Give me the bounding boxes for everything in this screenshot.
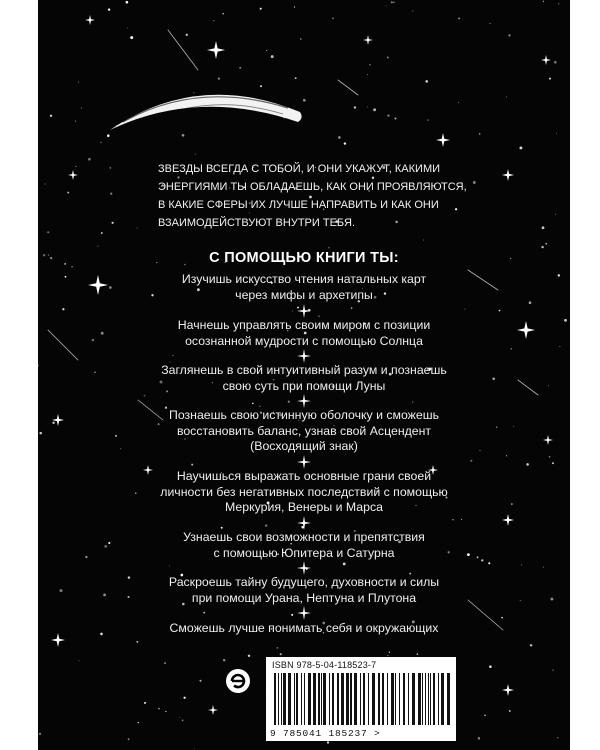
sparkle-star-icon: [208, 705, 218, 715]
star-dot: [260, 8, 262, 10]
star-dot: [351, 307, 352, 308]
item-line: личности без негативных последствий с помощью: [160, 484, 448, 499]
star-dot: [473, 181, 476, 184]
star-dot: [110, 193, 112, 195]
star-dot: [136, 641, 138, 643]
star-dot: [221, 527, 223, 529]
star-dot: [499, 310, 501, 312]
barcode-bar: [372, 673, 375, 725]
intro-line: ВЗАИМОДЕЙСТВУЮТ ВНУТРИ ТЕБЯ.: [158, 217, 355, 229]
sparkle-star-icon: [502, 514, 514, 526]
item-line: Сможешь лучше понимать себя и окружающих: [169, 621, 439, 635]
sparkle-star-icon: [436, 133, 450, 147]
star-dot: [490, 23, 491, 24]
star-dot: [213, 20, 214, 21]
star-dot: [223, 13, 224, 14]
barcode-bar: [341, 673, 344, 725]
star-dot: [549, 78, 551, 80]
star-dot: [455, 208, 457, 210]
star-dot: [194, 748, 195, 749]
star-dot: [158, 708, 160, 710]
star-dot: [75, 166, 76, 167]
item-line: Раскроешь тайну будущего, духовности и силы: [168, 575, 440, 589]
star-dot: [252, 403, 254, 405]
star-dot: [303, 99, 306, 102]
star-dot: [128, 738, 130, 740]
star-dot: [427, 120, 428, 121]
star-dot: [552, 462, 554, 464]
barcode-bar: [408, 673, 409, 725]
star-dot: [218, 77, 220, 79]
star-dot: [423, 240, 424, 241]
star-dot: [394, 117, 396, 119]
barcode-bar: [308, 673, 311, 725]
star-dot: [509, 710, 511, 712]
barcode-bar: [425, 673, 426, 725]
item-line: через мифы и архетипы: [235, 287, 373, 302]
list-item: [38, 469, 570, 516]
star-divider-icon: [297, 394, 311, 408]
star-dot: [549, 456, 551, 458]
star-dot: [179, 717, 180, 718]
star-dot: [223, 659, 225, 661]
list-item: [38, 363, 570, 394]
barcode-bar: [387, 673, 388, 725]
star-dot: [425, 80, 428, 83]
star-dot: [295, 77, 297, 79]
star-dot: [543, 1, 545, 3]
star-dot: [489, 665, 492, 668]
star-dot: [327, 741, 329, 743]
star-dot: [195, 154, 196, 155]
sparkle-star-icon: [68, 170, 78, 180]
sparkle-star-icon: [363, 35, 373, 45]
barcode: [266, 657, 456, 741]
sparkle-star-icon: [502, 684, 514, 696]
star-dot: [47, 231, 49, 233]
barcode-bar: [438, 673, 439, 725]
barcode-bar: [422, 673, 423, 725]
star-dot: [138, 722, 139, 723]
star-dot: [182, 134, 185, 137]
comet: [110, 95, 302, 130]
barcode-bar: [278, 673, 279, 725]
star-dot: [78, 82, 79, 83]
star-dot: [144, 702, 146, 704]
barcode-bar: [323, 673, 326, 725]
barcode-bar: [354, 673, 357, 725]
barcode-bar: [283, 673, 286, 725]
star-dot: [294, 6, 295, 7]
star-dot: [465, 309, 466, 310]
list-item: [38, 408, 570, 455]
star-dot: [126, 1, 129, 4]
item-line: свою суть при помощи Луны: [222, 378, 386, 393]
sparkle-star-icon: [85, 15, 95, 25]
star-dot: [555, 214, 556, 215]
star-dot: [169, 565, 170, 566]
star-dot: [260, 85, 262, 87]
star-dot: [556, 133, 557, 134]
star-dot: [165, 711, 166, 712]
star-dot: [521, 564, 522, 565]
star-dot: [191, 464, 193, 466]
star-dot: [164, 662, 166, 664]
star-dot: [506, 455, 507, 456]
barcode-bar: [395, 673, 396, 725]
star-dot: [519, 146, 522, 149]
star-dot: [328, 247, 329, 248]
item-line: Изучишь искусство чтения натальных карт: [181, 272, 427, 286]
barcode-bar: [382, 673, 384, 725]
sparkle-star-icon: [207, 41, 225, 59]
star-dot: [373, 108, 376, 111]
barcode-bar: [318, 673, 320, 725]
intro-text: [158, 160, 467, 232]
star-dot: [277, 647, 279, 649]
list-item: [38, 621, 570, 637]
star-dot: [71, 266, 72, 267]
star-dot: [344, 142, 346, 144]
publisher-logo-icon: [225, 668, 251, 694]
list-item: [38, 575, 570, 606]
star-dot: [541, 246, 543, 248]
star-dot: [386, 5, 387, 6]
item-line: восстановить баланс, узнав свой Асцендент: [176, 423, 432, 438]
star-dot: [144, 395, 146, 397]
star-dot: [67, 192, 69, 194]
star-dot: [39, 733, 41, 735]
intro-line: ЗВЕЗДЫ ВСЕГДА С ТОБОЙ, И ОНИ УКАЖУТ, КАКИМИ: [158, 163, 441, 175]
star-dot: [203, 612, 205, 614]
barcode-bar: [360, 673, 361, 725]
barcode-bar: [428, 673, 429, 725]
list-item: [38, 272, 570, 303]
item-line: Узнаешь свои возможности и препятствия: [183, 530, 425, 544]
star-dot: [558, 3, 559, 4]
star-dot: [338, 136, 341, 139]
item-line: осознанной мудрости с помощью Солнца: [185, 333, 423, 348]
star-dot: [387, 655, 388, 656]
star-dot: [100, 142, 101, 143]
barcode-bar: [329, 673, 330, 725]
barcode-bar: [447, 673, 450, 725]
barcode-bar: [403, 673, 405, 725]
barcode-bar: [346, 673, 349, 725]
star-dot: [292, 311, 293, 312]
star-dot: [506, 96, 507, 97]
barcode-bar: [274, 673, 276, 725]
star-dot: [461, 519, 462, 520]
star-dot: [542, 226, 545, 229]
star-dot: [259, 406, 260, 407]
star-dot: [557, 737, 558, 738]
star-dot: [107, 134, 110, 137]
star-dot: [239, 67, 241, 69]
sparkle-star-icon: [502, 169, 514, 181]
star-dot: [470, 460, 472, 462]
star-dot: [248, 655, 250, 657]
barcode-bar: [350, 673, 352, 725]
star-dot: [318, 316, 319, 317]
star-dot: [391, 1, 393, 3]
sparkle-star-icon: [541, 55, 551, 65]
star-dot: [110, 167, 112, 169]
star-dot: [367, 106, 368, 107]
barcode-bar: [363, 673, 365, 725]
barcode-bar: [288, 673, 291, 725]
star-dot: [172, 355, 173, 356]
barcode-bar: [391, 673, 394, 725]
star-divider-icon: [297, 561, 311, 575]
barcode-bar: [337, 673, 339, 725]
star-dot: [343, 563, 346, 566]
barcode-bar: [368, 673, 369, 725]
item-line: Меркурия, Венеры и Марса: [225, 500, 383, 514]
barcode-bar: [412, 673, 415, 725]
star-dot: [479, 133, 481, 135]
star-dot: [501, 617, 503, 619]
barcode-bar: [301, 673, 302, 725]
star-dot: [552, 669, 553, 670]
star-dot: [81, 107, 82, 108]
star-dot: [452, 519, 453, 520]
book-back-cover: [38, 0, 570, 750]
list-item: [38, 318, 570, 349]
star-dot: [417, 653, 419, 655]
star-dot: [526, 463, 529, 466]
barcode-bar: [332, 673, 334, 725]
star-dot: [265, 524, 267, 526]
barcode-bars: [272, 673, 452, 725]
barcode-bar: [378, 673, 380, 725]
star-dot: [530, 644, 532, 646]
star-dot: [88, 158, 91, 161]
star-dot: [280, 653, 282, 655]
star-dot: [97, 246, 98, 247]
star-dot: [554, 61, 557, 64]
star-dot: [332, 17, 334, 19]
barcode-bar: [399, 673, 400, 725]
star-dot: [62, 308, 64, 310]
star-dot: [137, 228, 138, 229]
star-dot: [458, 17, 460, 19]
star-dot: [45, 183, 46, 184]
star-dot: [186, 34, 188, 36]
star-divider-icon: [297, 304, 311, 318]
star-dot: [545, 243, 547, 245]
barcode-bar: [430, 673, 431, 725]
barcode-bar: [321, 673, 322, 725]
item-line: с помощью Юпитера и Сатурна: [213, 545, 395, 560]
intro-line: ЭНЕРГИЯМИ ТЫ ОБЛАДАЕШЬ, КАК ОНИ ПРОЯВЛЯЮТСЯ,: [158, 181, 467, 193]
star-dot: [488, 562, 490, 564]
star-dot: [291, 614, 293, 616]
star-dot: [130, 36, 133, 39]
star-dot: [75, 121, 76, 122]
barcode-bar: [441, 673, 444, 725]
star-divider-icon: [297, 516, 311, 530]
star-dot: [108, 8, 110, 10]
barcode-bar: [294, 673, 295, 725]
star-dot: [184, 697, 186, 699]
item-line: Познаешь свою истинную оболочку и сможешь: [169, 408, 439, 422]
star-dot: [389, 652, 390, 653]
star-divider-icon: [297, 455, 311, 469]
barcode-bar: [313, 673, 316, 725]
list-item: [38, 530, 570, 561]
star-dot: [79, 660, 80, 661]
star-dot: [50, 115, 52, 117]
star-dot: [300, 38, 301, 39]
isbn-label: ISBN 978-5-04-118523-7: [272, 660, 377, 670]
star-dot: [111, 222, 113, 224]
item-line: Заглянешь в свой интуитивный разум и познаешь: [161, 363, 447, 377]
star-dot: [412, 10, 413, 11]
barcode-bar: [296, 673, 298, 725]
barcode-bar: [281, 673, 282, 725]
barcode-bar: [433, 673, 435, 725]
star-dot: [367, 74, 368, 75]
star-dot: [193, 92, 194, 93]
star-dot: [101, 232, 103, 234]
star-dot: [387, 114, 389, 116]
star-dot: [484, 715, 486, 717]
star-dot: [478, 737, 480, 739]
star-divider-icon: [297, 606, 311, 620]
star-dot: [387, 56, 389, 58]
star-dot: [354, 106, 356, 108]
star-dot: [182, 720, 184, 722]
star-dot: [412, 402, 413, 403]
star-dot: [458, 102, 459, 103]
star-dot: [393, 2, 394, 3]
star-dot: [369, 64, 371, 66]
star-dot: [508, 34, 510, 36]
item-line: Начнешь управлять своим миром с позиции: [177, 318, 431, 332]
star-dot: [199, 680, 201, 682]
barcode-bar: [418, 673, 421, 725]
star-divider-icon: [297, 349, 311, 363]
barcode-digits: 9 785041 185237 >: [270, 728, 381, 739]
star-dot: [127, 28, 128, 29]
section-heading: С ПОМОЩЬЮ КНИГИ ТЫ:: [209, 250, 399, 266]
star-dot: [271, 55, 274, 58]
star-dot: [288, 401, 290, 403]
shooting-star: [338, 80, 358, 95]
item-line: при помощи Урана, Нептуна и Плутона: [191, 590, 417, 605]
item-line: (Восходящий знак): [250, 439, 358, 453]
star-dot: [543, 567, 544, 568]
intro-line: В КАКИЕ СФЕРЫ ИХ ЛУЧШЕ НАПРАВИТЬ И КАК ОНИ: [158, 199, 439, 211]
star-dot: [266, 50, 267, 51]
item-line: Научишься выражать основные грани своей: [176, 469, 432, 483]
barcode-bar: [304, 673, 305, 725]
shooting-star: [168, 30, 198, 70]
